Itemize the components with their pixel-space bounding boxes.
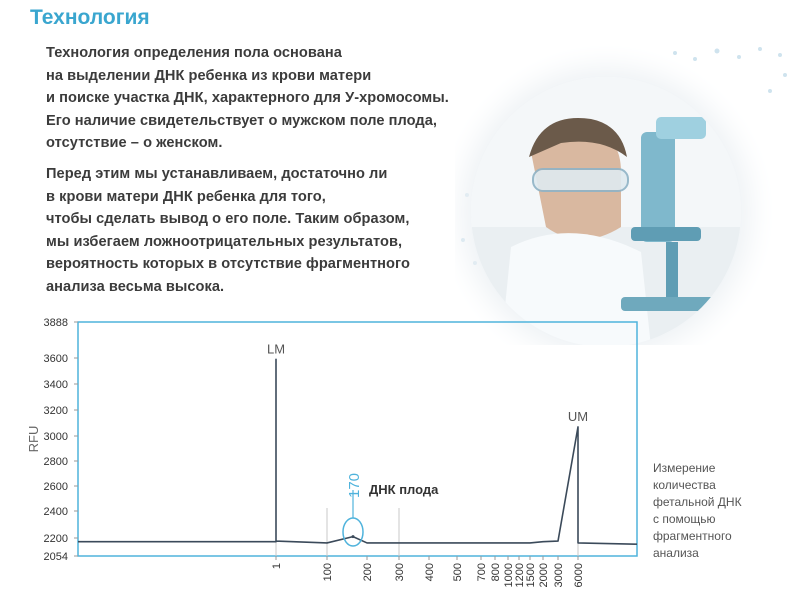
intro-line: отсутствие – о женском. — [46, 135, 223, 151]
method-line: вероятность которых в отсутствие фрагментного — [46, 256, 410, 272]
y-tick-label: 3000 — [43, 431, 68, 443]
intro-line: Технология определения пола основана — [46, 45, 342, 61]
method-line: анализа весьма высока. — [46, 278, 225, 295]
y-tick-label: 2200 — [43, 533, 68, 545]
side-note-line: Измерение — [653, 461, 716, 475]
x-tick-label: 1200 — [514, 563, 526, 588]
x-tick-label: 3000 — [553, 563, 565, 588]
y-tick-label: 3888 — [43, 317, 68, 329]
method-line: мы избегаем ложноотрицательных результатов, — [46, 233, 403, 250]
y-tick-label: 3600 — [43, 353, 68, 365]
y-tick-label: 2800 — [43, 456, 68, 468]
peak-label-lm: LM — [266, 341, 286, 357]
x-tick-label: 2000 — [538, 563, 550, 588]
side-note-line: с помощью — [653, 512, 716, 526]
intro-line: и поиске участка ДНК, характерного для У-хромосомы. — [46, 90, 449, 106]
side-note-line: фетальной ДНК — [653, 495, 742, 509]
method-line: Перед этим мы устанавливаем, достаточно ли — [46, 166, 388, 182]
x-tick-label: 100 — [322, 563, 334, 582]
x-tick-label: 1 — [271, 563, 283, 570]
side-note-line: фрагментного — [653, 529, 732, 543]
y-axis-label: RFU — [26, 425, 41, 453]
fetal-peak-point — [352, 535, 355, 538]
fetal-marker-ring — [343, 518, 363, 546]
x-tick-label: 500 — [452, 563, 464, 582]
series-line — [78, 359, 637, 544]
side-note-line: количества — [653, 478, 716, 492]
x-tick-label: 200 — [362, 563, 374, 582]
x-tick-label: 1000 — [503, 563, 515, 588]
y-tick-label: 3400 — [43, 379, 68, 391]
x-tick-label: 400 — [424, 563, 436, 582]
fetal-marker-label: 170 — [346, 472, 363, 498]
intro-line: Его наличие свидетельствует о мужском поле плода, — [46, 112, 437, 129]
page-title: Технология — [30, 6, 150, 29]
side-note-line: анализа — [653, 546, 699, 560]
intro-line: на выделении ДНК ребенка из крови матери — [46, 67, 372, 84]
x-tick-label: 800 — [490, 563, 502, 582]
y-tick-label: 2600 — [43, 481, 68, 493]
y-tick-label: 3200 — [43, 405, 68, 417]
plot-frame — [78, 322, 637, 556]
x-tick-label: 1500 — [525, 563, 537, 588]
y-tick-label: 2054 — [43, 551, 68, 563]
x-tick-label: 300 — [394, 563, 406, 582]
peak-label-um: UM — [567, 408, 589, 424]
y-tick-label: 2400 — [43, 506, 68, 518]
method-line: чтобы сделать вывод о его поле. Таким образом, — [46, 211, 410, 227]
x-tick-label: 6000 — [573, 563, 585, 588]
method-line: в крови матери ДНК ребенка для того, — [46, 188, 326, 205]
x-tick-label: 700 — [476, 563, 488, 582]
fetal-dna-annotation: ДНК плода — [369, 482, 439, 497]
